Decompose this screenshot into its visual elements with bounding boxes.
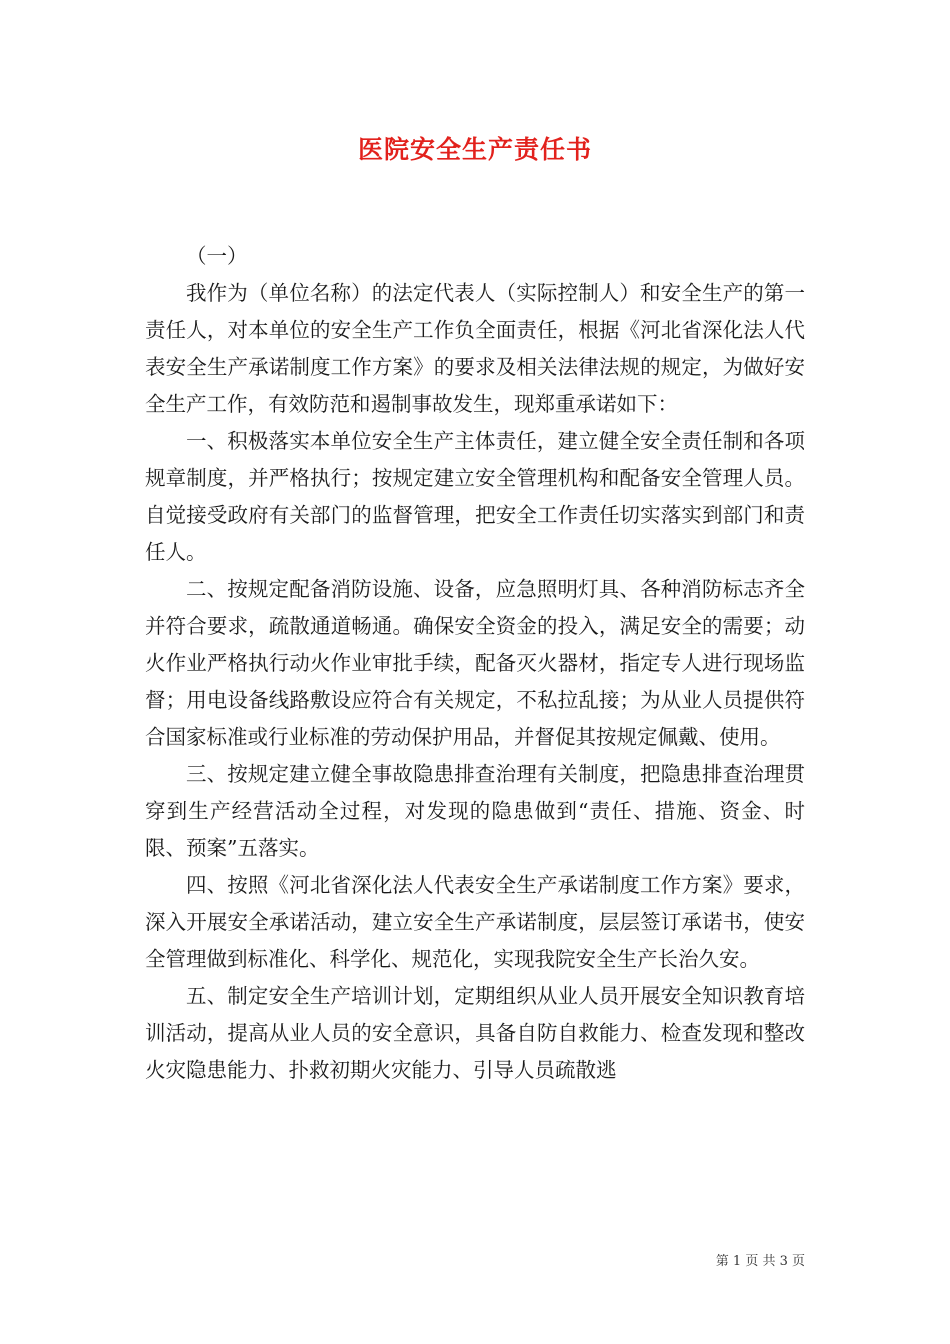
paragraph-item-3: 三、按规定建立健全事故隐患排查治理有关制度，把隐患排查治理贯穿到生产经营活动全过程，对发现的隐患做到“责任、措施、资金、时限、预案”五落实。 [145, 762, 805, 860]
paragraph-item-5: 五、制定安全生产培训计划，定期组织从业人员开展安全知识教育培训活动，提高从业人员的安全意识，具备自防自救能力、检查发现和整改火灾隐患能力、扑救初期火灾能力、引导人员疏散逃 [145, 984, 805, 1082]
document-title: 医院安全生产责任书 [357, 135, 592, 164]
page-indicator: 第 1 页 共 3 页 [715, 1254, 805, 1269]
paragraph-item-1: 一、积极落实本单位安全生产主体责任，建立健全安全责任制和各项规章制度，并严格执行；按规定建立安全管理机构和配备安全管理人员。自觉接受政府有关部门的监督管理，把安全工作责任切实落实到部门和责任人。 [145, 429, 805, 564]
paragraph-item-2: 二、按规定配备消防设施、设备，应急照明灯具、各种消防标志齐全并符合要求，疏散通道畅通。确保安全资金的投入，满足安全的需要；动火作业严格执行动火作业审批手续，配备灭火器材，指定专人进行现场监督；用电设备线路敷设应符合有关规定，不私拉乱接；为从业人员提供符合国家标准或行业标准的劳动保护用品，并督促其按规定佩戴、使用。 [145, 577, 805, 749]
paragraph-item-4: 四、按照《河北省深化法人代表安全生产承诺制度工作方案》要求，深入开展安全承诺活动，建立安全生产承诺制度，层层签订承诺书，使安全管理做到标准化、科学化、规范化，实现我院安全生产长治久安。 [145, 873, 805, 971]
document-body [145, 238, 805, 1089]
paragraph-intro: 我作为（单位名称）的法定代表人（实际控制人）和安全生产的第一责任人，对本单位的安全生产工作负全面责任，根据《河北省深化法人代表安全生产承诺制度工作方案》的要求及相关法律法规的规定，为做好安全生产工作，有效防范和遏制事故发生，现郑重承诺如下： [145, 281, 805, 416]
section-marker: （一） [186, 244, 248, 268]
